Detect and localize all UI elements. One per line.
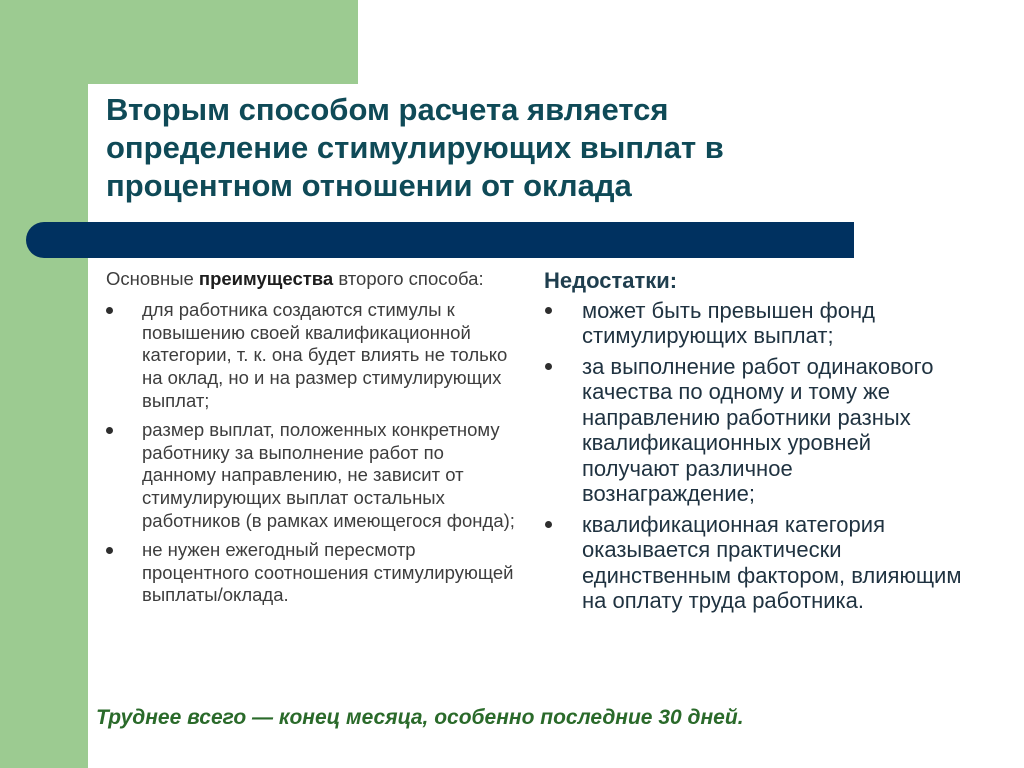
- advantage-text: размер выплат, положенных конкретному работнику за выполнение работ по данному направлению, не зависит от стимулирующих выплат остальных работников (в рамках имеющегося фонда);: [142, 418, 515, 531]
- bullet-icon: [545, 363, 552, 370]
- bullet-icon: [545, 521, 552, 528]
- advantage-text: не нужен ежегодный пересмотр процентного соотношения стимулирующей выплаты/оклада.: [142, 538, 514, 606]
- disadvantage-text: может быть превышен фонд стимулирующих выплат;: [582, 297, 875, 348]
- disadvantage-text: за выполнение работ одинакового качества по одному и тому же направлению работники разных квалификационных уровней получают различное вознаграждение;: [582, 353, 934, 506]
- disadvantage-item: [544, 354, 964, 507]
- bullet-icon: [106, 307, 113, 314]
- slide-title: Вторым способом расчета является определение стимулирующих выплат в процентном отношении от оклада: [106, 92, 724, 203]
- disadvantages-column: [544, 268, 964, 619]
- bullet-icon: [106, 427, 113, 434]
- disadvantage-item: [544, 298, 964, 349]
- advantages-intro-prefix: Основные: [106, 268, 199, 289]
- advantages-intro: [106, 268, 516, 291]
- advantages-intro-suffix: второго способа:: [333, 268, 484, 289]
- advantages-intro-bold: преимущества: [198, 268, 334, 289]
- advantage-item: [106, 539, 516, 607]
- disadvantages-list: [544, 298, 964, 614]
- advantage-item: [106, 299, 516, 413]
- bullet-icon: [106, 547, 113, 554]
- disadvantage-item: [544, 512, 964, 614]
- advantage-text: для работника создаются стимулы к повышению своей квалификационной категории, т. к. она будет влиять не только на оклад, но и на размер стимулирующих выплат;: [142, 298, 508, 411]
- advantages-list: [106, 299, 516, 607]
- footer-note: Труднее всего — конец месяца, особенно последние 30 дней.: [96, 706, 744, 729]
- bullet-icon: [545, 307, 552, 314]
- advantages-column: [106, 268, 516, 613]
- title-divider-bar: [26, 222, 854, 258]
- advantage-item: [106, 419, 516, 533]
- disadvantages-heading: Недостатки:: [544, 268, 678, 293]
- disadvantage-text: квалификационная категория оказывается практически единственным фактором, влияющим на оплату труда работника.: [582, 511, 962, 613]
